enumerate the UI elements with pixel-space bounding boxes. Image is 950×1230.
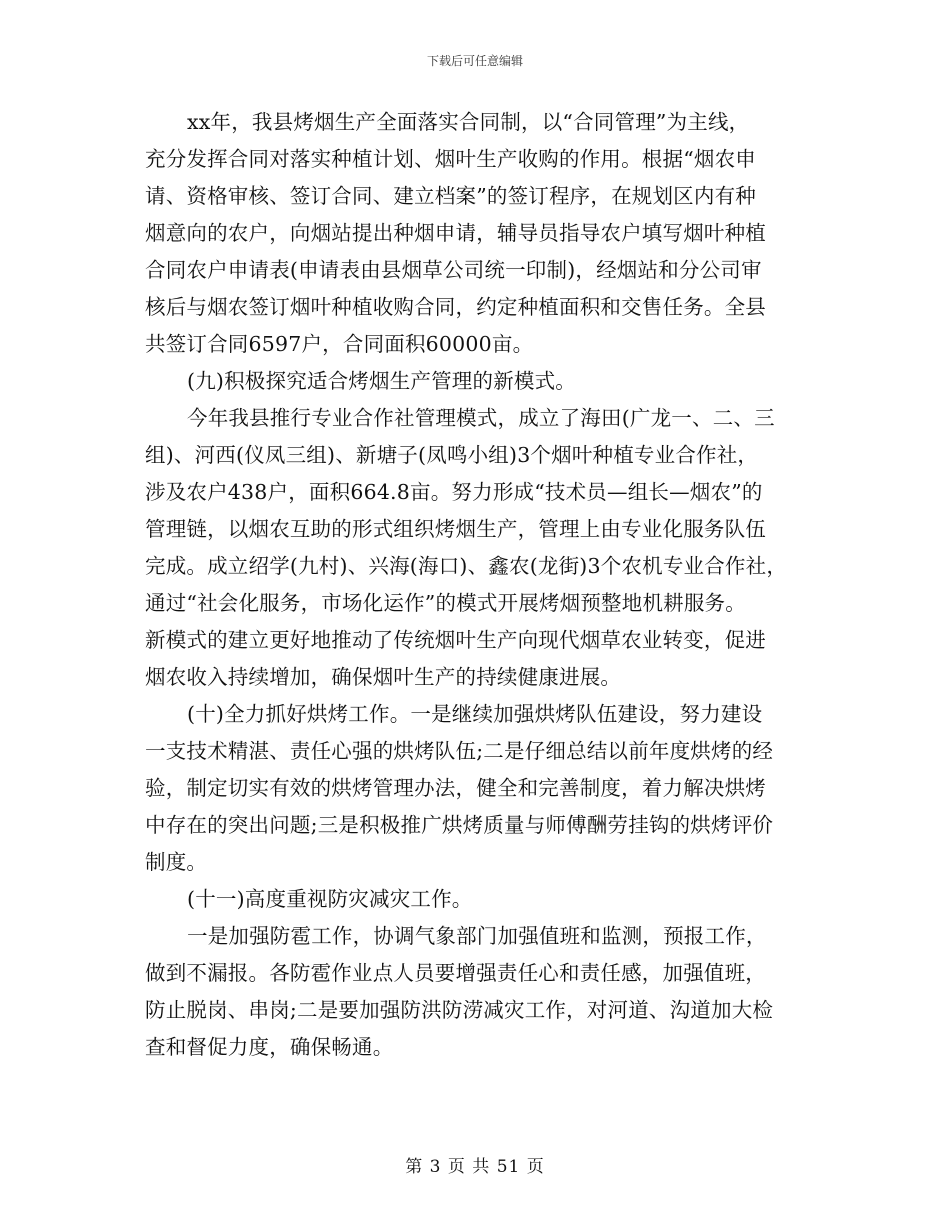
text-line: 管理链，以烟农互助的形式组织烤烟生产，管理上由专业化服务队伍 xyxy=(145,517,766,541)
paragraph-curing xyxy=(145,696,825,881)
text-line: 做到不漏报。各防雹作业点人员要增强责任心和责任感，加强值班， xyxy=(145,961,766,985)
text-line: 制度。 xyxy=(145,850,208,874)
section-heading-11 xyxy=(145,881,825,918)
document-body xyxy=(145,104,825,1066)
section-heading-9 xyxy=(145,363,825,400)
paragraph-disaster-prevention xyxy=(145,918,825,1066)
text-line: (十)全力抓好烘烤工作。一是继续加强烘烤队伍建设，努力建设 xyxy=(187,702,763,726)
text-line: 查和督促力度，确保畅通。 xyxy=(145,1035,394,1059)
text-line: 新模式的建立更好地推动了传统烟叶生产向现代烟草农业转变，促进 xyxy=(145,628,766,652)
text-line: 涉及农户438户，面积664.8亩。努力形成“技术员—组长—烟农”的 xyxy=(145,480,763,504)
text-line: xx年，我县烤烟生产全面落实合同制，以“合同管理”为主线， xyxy=(187,110,750,134)
text-line: 一支技术精湛、责任心强的烘烤队伍;二是仔细总结以前年度烘烤的经 xyxy=(145,739,774,763)
heading-text: (十一)高度重视防灾减灾工作。 xyxy=(187,887,473,911)
text-line: 防止脱岗、串岗;二是要加强防洪防涝减灾工作，对河道、沟道加大检 xyxy=(145,998,774,1022)
text-line: 中存在的突出问题;三是积极推广烘烤质量与师傅酬劳挂钩的烘烤评价 xyxy=(145,813,774,837)
text-line: 烟意向的农户，向烟站提出种烟申请，辅导员指导农户填写烟叶种植 xyxy=(145,221,766,245)
text-line: 通过“社会化服务，市场化运作”的模式开展烤烟预整地机耕服务。 xyxy=(145,591,746,615)
text-line: 完成。成立绍学(九村)、兴海(海口)、鑫农(龙街)3个农机专业合作社， xyxy=(145,554,788,578)
paragraph-contract-management xyxy=(145,104,825,363)
text-line: 验，制定切实有效的烘烤管理办法，健全和完善制度，着力解决烘烤 xyxy=(145,776,766,800)
page-number: 第 3 页 共 51 页 xyxy=(405,1157,545,1177)
page-header: 下载后可任意编辑 xyxy=(426,54,523,68)
text-line: 今年我县推行专业合作社管理模式，成立了海田(广龙一、二、三 xyxy=(187,406,775,430)
text-line: 请、资格审核、签订合同、建立档案”的签订程序，在规划区内有种 xyxy=(145,184,756,208)
text-line: 核后与烟农签订烟叶种植收购合同，约定种植面积和交售任务。全县 xyxy=(145,295,766,319)
text-line: 合同农户申请表(申请表由县烟草公司统一印制)，经烟站和分公司审 xyxy=(145,258,762,282)
text-line: 组)、河西(仪凤三组)、新塘子(凤鸣小组)3个烟叶种植专业合作社， xyxy=(145,443,759,467)
paragraph-cooperatives xyxy=(145,400,825,696)
heading-text: (九)积极探究适合烤烟生产管理的新模式。 xyxy=(187,369,576,393)
text-line: 充分发挥合同对落实种植计划、烟叶生产收购的作用。根据“烟农申 xyxy=(145,147,756,171)
text-line: 烟农收入持续增加，确保烟叶生产的持续健康进展。 xyxy=(145,665,622,689)
text-line: 一是加强防雹工作，协调气象部门加强值班和监测，预报工作， xyxy=(187,924,767,948)
text-line: 共签订合同6597户，合同面积60000亩。 xyxy=(145,332,534,356)
